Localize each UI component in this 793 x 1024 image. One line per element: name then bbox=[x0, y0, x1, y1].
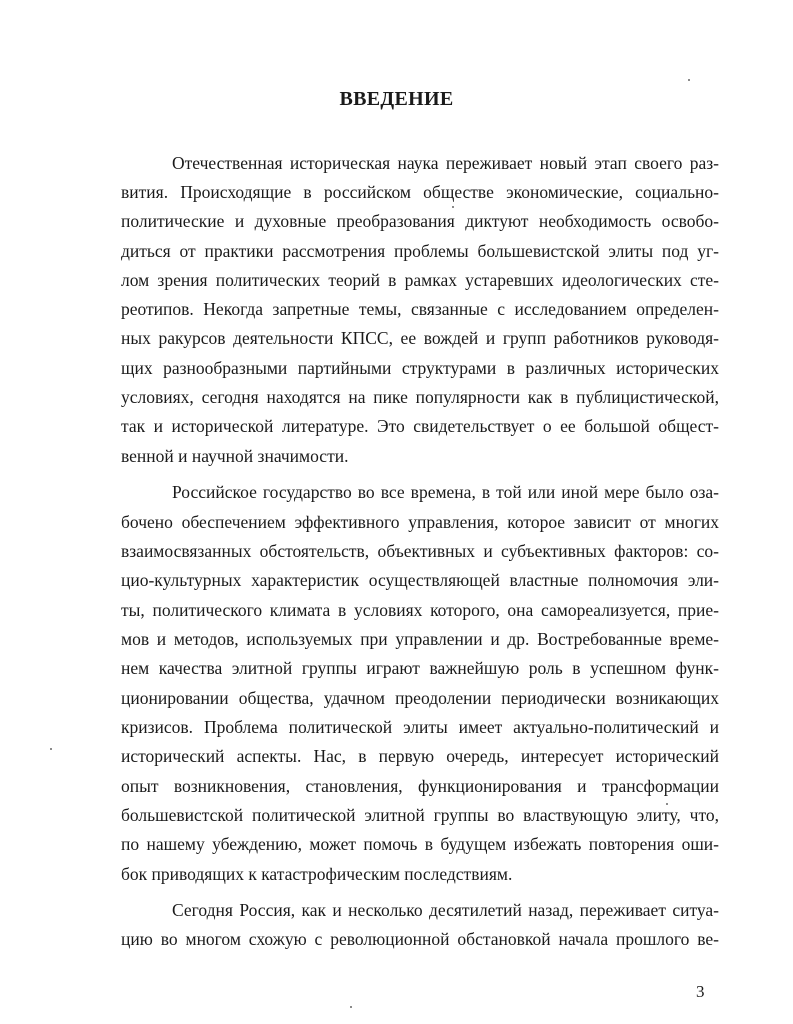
text-line: Отечественная историческая наука переживает новый этап своего раз- bbox=[172, 153, 719, 173]
text-line: нем качества элитной группы играют важнейшую роль в успешном функ- bbox=[121, 658, 719, 678]
text-line: ционировании общества, удачном преодолении периодически возникающих bbox=[121, 688, 719, 708]
scan-speck bbox=[452, 206, 454, 208]
text-line: цио-культурных характеристик осуществляющей властные полномочия эли- bbox=[121, 570, 719, 590]
text-line: вития. Происходящие в российском обществе экономические, социально- bbox=[121, 182, 719, 202]
text-line: бочено обеспечением эффективного управления, которое зависит от многих bbox=[121, 512, 719, 532]
text-line: так и исторической литературе. Это свидетельствует о ее большой общест- bbox=[121, 416, 719, 436]
text-line: условиях, сегодня находятся на пике популярности как в публицистической, bbox=[121, 387, 719, 407]
text-line: диться от практики рассмотрения проблемы большевистской элиты под уг- bbox=[121, 241, 719, 261]
page-number: 3 bbox=[696, 982, 705, 1001]
text-line: мов и методов, используемых при управлении и др. Востребованные време- bbox=[121, 629, 719, 649]
text-line: кризисов. Проблема политической элиты имеет актуально-политический и bbox=[121, 717, 719, 737]
text-line: опыт возникновения, становления, функционирования и трансформации bbox=[121, 776, 719, 796]
text-line: реотипов. Некогда запретные темы, связанные с исследованием определен- bbox=[121, 299, 719, 319]
scan-speck bbox=[688, 79, 690, 81]
text-line: ных ракурсов деятельности КПСС, ее вождей и групп работников руководя- bbox=[121, 328, 719, 348]
scan-speck bbox=[350, 1006, 352, 1008]
scan-speck bbox=[666, 803, 668, 805]
text-line: бок приводящих к катастрофическим последствиям. bbox=[121, 864, 513, 884]
text-line: взаимосвязанных обстоятельств, объективных и субъективных факторов: со- bbox=[121, 541, 719, 561]
text-line: венной и научной значимости. bbox=[121, 446, 349, 466]
text-line: Сегодня Россия, как и несколько десятилетий назад, переживает ситуа- bbox=[172, 900, 719, 920]
text-line: по нашему убеждению, может помочь в будущем избежать повторения оши- bbox=[121, 834, 719, 854]
text-line: политические и духовные преобразования диктуют необходимость освобо- bbox=[121, 211, 719, 231]
page-title: ВВЕДЕНИЕ bbox=[339, 88, 454, 110]
text-line: цию во многом схожую с революционной обстановкой начала прошлого ве- bbox=[121, 929, 719, 949]
text-line: исторический аспекты. Нас, в первую очередь, интересует исторический bbox=[121, 746, 719, 766]
text-line: Российское государство во все времена, в той или иной мере было оза- bbox=[172, 482, 719, 502]
text-line: лом зрения политических теорий в рамках устаревших идеологических сте- bbox=[121, 270, 719, 290]
text-line: большевистской политической элитной группы во властвующую элиту, что, bbox=[121, 805, 719, 825]
scan-speck bbox=[50, 748, 52, 750]
text-line: ты, политического климата в условиях которого, она самореализуется, прие- bbox=[121, 600, 719, 620]
text-line: щих разнообразными партийными структурами в различных исторических bbox=[121, 358, 719, 378]
